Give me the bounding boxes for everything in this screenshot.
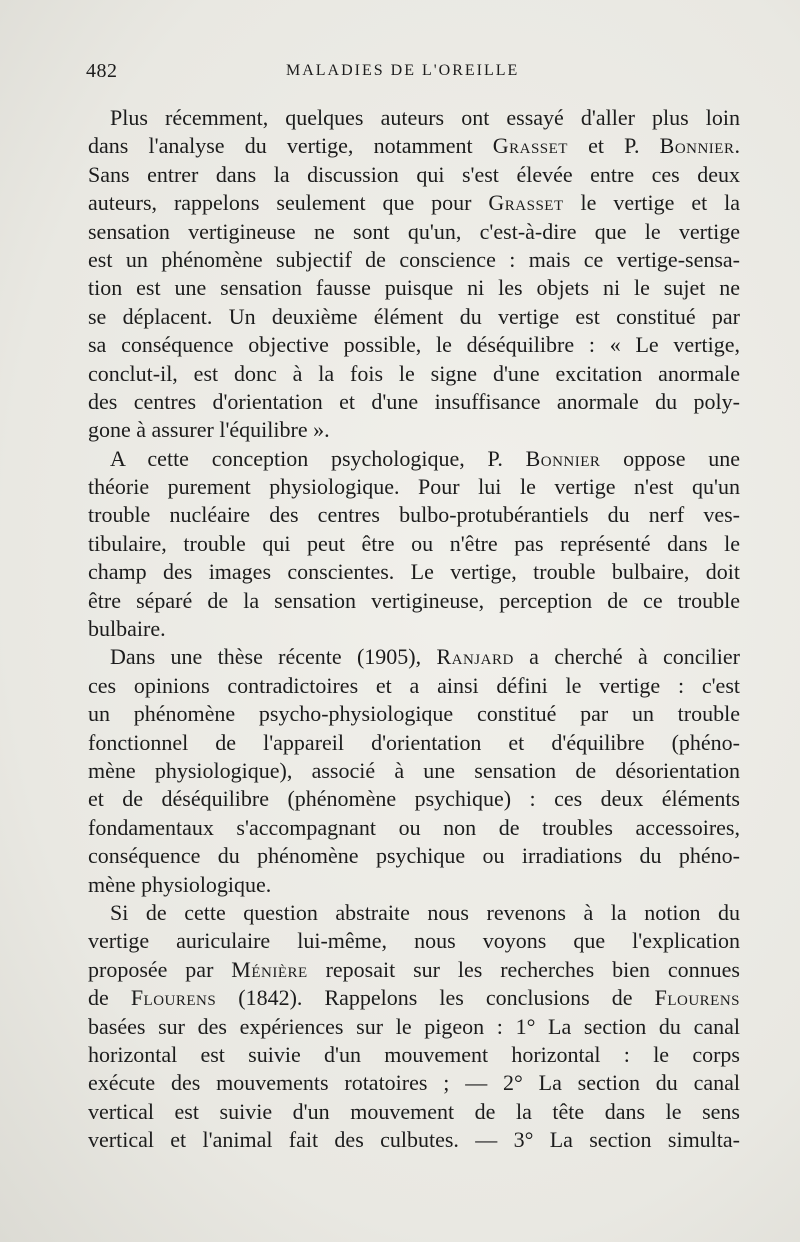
text-line — [88, 416, 740, 444]
text-segment: fonctionnel de l'appareil d'orientation et d'équilibre (phéno- — [88, 729, 740, 755]
text-segment: des centres d'orientation et d'une insuffisance anormale du poly- — [88, 388, 740, 414]
text-segment: vertical et l'animal fait des culbutes. — 3° La section simulta- — [88, 1127, 740, 1153]
text-segment: a cherché à concilier — [513, 644, 740, 670]
text-line — [88, 104, 740, 132]
text-segment: conclut-il, est donc à la fois le signe d'une excitation anormale — [88, 360, 740, 386]
text-line — [88, 1069, 740, 1097]
text-segment: vertige auriculaire lui-même, nous voyons que l'explication — [88, 928, 740, 954]
author-name: Bonnier — [525, 445, 601, 471]
text-segment: sa conséquence objective possible, le déséquilibre : « Le vertige, — [88, 332, 740, 358]
text-segment: Sans entrer dans la discussion qui s'est élevée entre ces deux — [88, 161, 740, 187]
text-segment: exécute des mouvements rotatoires ; — 2° La section du canal — [88, 1070, 740, 1096]
text-segment: sensation vertigineuse ne sont qu'un, c'est-à-dire que le vertige — [88, 218, 740, 244]
text-segment: A cette conception psychologique, P. — [110, 445, 526, 471]
text-line — [88, 445, 740, 473]
text-segment: Plus récemment, quelques auteurs ont essayé d'aller plus loin — [110, 105, 740, 130]
text-line — [88, 814, 740, 842]
text-line — [88, 956, 740, 984]
text-segment: mène physiologique. — [88, 871, 272, 897]
text-segment: théorie purement physiologique. Pour lui le vertige n'est qu'un — [88, 474, 740, 500]
text-line — [88, 785, 740, 813]
text-segment: un phénomène psycho-physiologique constitué par un trouble — [88, 701, 740, 727]
text-line — [88, 189, 740, 217]
text-line — [88, 246, 740, 274]
text-line — [88, 473, 740, 501]
text-line — [88, 871, 740, 899]
text-line — [88, 303, 740, 331]
text-segment: et P. — [567, 133, 660, 159]
text-line — [88, 388, 740, 416]
text-segment: basées sur des expériences sur le pigeon : 1° La section du canal — [88, 1013, 740, 1039]
text-line — [88, 729, 740, 757]
text-line — [88, 587, 740, 615]
text-line — [88, 927, 740, 955]
text-line — [88, 1013, 740, 1041]
text-segment: être séparé de la sensation vertigineuse, perception de ce trouble — [88, 587, 740, 613]
text-segment: . — [734, 133, 740, 159]
text-segment: gone à assurer l'équilibre ». — [88, 417, 330, 443]
text-line — [88, 842, 740, 870]
text-line — [88, 672, 740, 700]
text-segment: (1842). Rappelons les conclusions de — [216, 985, 655, 1011]
text-segment: champ des images conscientes. Le vertige, trouble bulbaire, doit — [88, 559, 740, 585]
text-line — [88, 1126, 740, 1154]
text-segment: tion est une sensation fausse puisque ni les objets ni le sujet ne — [88, 275, 740, 301]
text-line — [88, 757, 740, 785]
text-segment: le vertige et la — [563, 190, 740, 216]
running-title: MALADIES DE L'OREILLE — [286, 62, 520, 79]
author-name: Grasset — [492, 133, 568, 159]
author-name: Ranjard — [436, 644, 514, 670]
author-name: Flourens — [130, 985, 217, 1011]
text-line — [88, 161, 740, 189]
text-line — [88, 643, 740, 671]
text-segment: fondamentaux s'accompagnant ou non de troubles accessoires, — [88, 814, 740, 840]
text-segment: horizontal est suivie d'un mouvement horizontal : le corps — [88, 1041, 740, 1067]
text-segment: mène physiologique), associé à une sensation de désorientation — [88, 757, 740, 783]
text-line — [88, 132, 740, 160]
text-segment: Si de cette question abstraite nous revenons à la notion du — [110, 899, 740, 925]
text-segment: trouble nucléaire des centres bulbo-protubérantiels du nerf ves- — [88, 502, 740, 528]
text-segment: conséquence du phénomène psychique ou irradiations du phéno- — [88, 843, 740, 869]
text-line — [88, 218, 740, 246]
text-line — [88, 1041, 740, 1069]
author-name: Ménière — [231, 956, 308, 982]
page-number: 482 — [86, 60, 118, 82]
text-line — [88, 984, 740, 1012]
text-segment: reposait sur les recherches bien connues — [307, 956, 740, 982]
page-header — [86, 60, 741, 90]
author-name: Flourens — [654, 985, 741, 1011]
text-segment: de — [88, 985, 131, 1011]
text-line — [88, 1098, 740, 1126]
text-line — [88, 558, 740, 586]
text-line — [88, 501, 740, 529]
author-name: Bonnier — [659, 133, 735, 159]
text-segment: oppose une — [600, 445, 740, 471]
text-segment: bulbaire. — [88, 616, 166, 642]
text-line — [88, 274, 740, 302]
body-text — [88, 104, 740, 1154]
text-segment: Dans une thèse récente (1905), — [110, 644, 437, 670]
text-line — [88, 530, 740, 558]
text-line — [88, 899, 740, 927]
text-segment: se déplacent. Un deuxième élément du vertige est constitué par — [88, 303, 740, 329]
text-segment: proposée par — [88, 956, 232, 982]
text-line — [88, 615, 740, 643]
text-line — [88, 360, 740, 388]
text-segment: ces opinions contradictoires et a ainsi défini le vertige : c'est — [88, 672, 740, 698]
text-segment: dans l'analyse du vertige, notamment — [88, 133, 493, 159]
text-segment: vertical est suivie d'un mouvement de la tête dans le sens — [88, 1098, 740, 1124]
text-segment: est un phénomène subjectif de conscience : mais ce vertige-sensa- — [88, 246, 740, 272]
text-segment: auteurs, rappelons seulement que pour — [88, 190, 489, 216]
text-line — [88, 700, 740, 728]
text-line — [88, 331, 740, 359]
text-segment: tibulaire, trouble qui peut être ou n'être pas représenté dans le — [88, 530, 740, 556]
author-name: Grasset — [488, 190, 564, 216]
text-segment: et de déséquilibre (phénomène psychique) : ces deux éléments — [88, 786, 740, 812]
